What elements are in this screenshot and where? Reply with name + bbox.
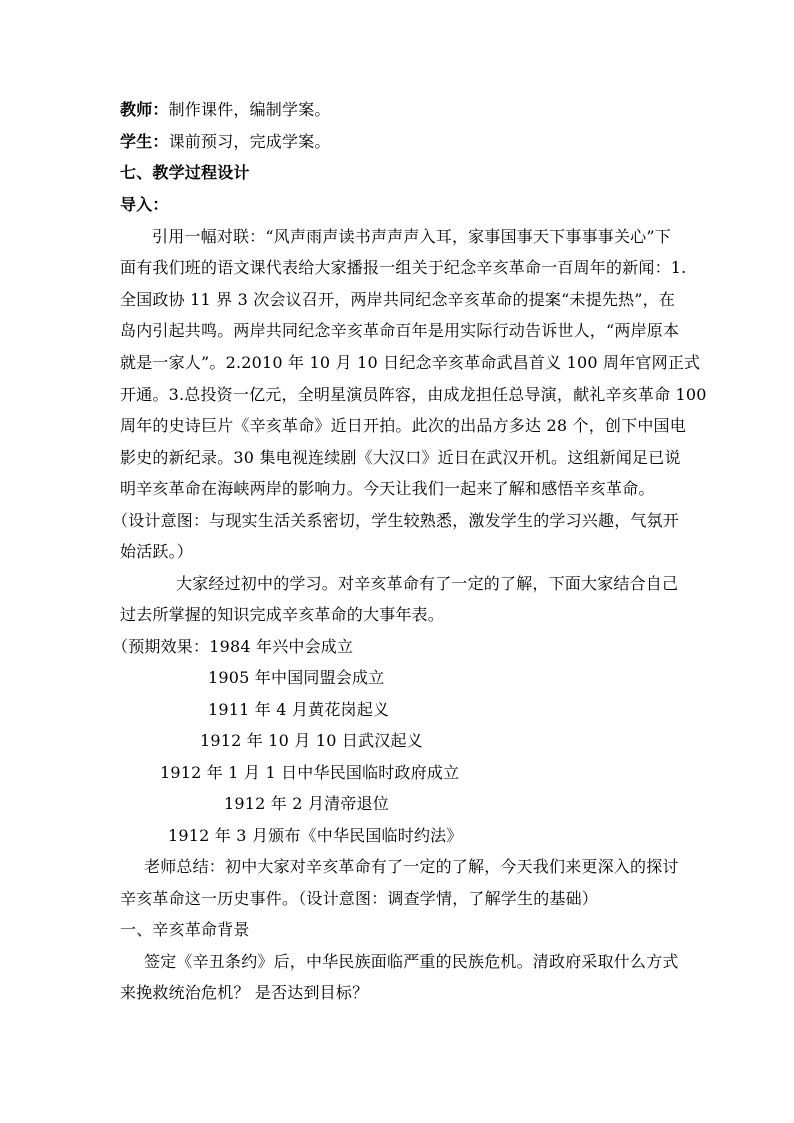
timeline-entry: 1912 年 3 月颁布《中华民国临时约法》 (168, 826, 463, 845)
paragraph-line: 引用一幅对联：“风声雨声读书声声声入耳，家事国事天下事事事关心”下 (152, 227, 671, 246)
paragraph-line: 就是一家人”。2.2010 年 10 月 10 日纪念辛亥革命武昌首义 100 周年官网正式 (120, 353, 701, 372)
section-heading: 七、教学过程设计 (120, 163, 250, 182)
paragraph-line: 老师总结：初中大家对辛亥革命有了一定的了解，今天我们来更深入的探讨 (144, 857, 679, 876)
paragraph-line: 大家经过初中的学习。对辛亥革命有了一定的了解，下面大家结合自己 (176, 574, 679, 593)
paragraph-line: 开通。3.总投资一亿元，全明星演员阵容，由成龙担任总导演，献礼辛亥革命 100 (120, 385, 707, 404)
timeline-entry: 1912 年 1 月 1 日中华民国临时政府成立 (160, 763, 460, 782)
teacher-text: 制作课件，编制学案。 (168, 100, 331, 119)
timeline-entry: （预期效果：1984 年兴中会成立 (112, 637, 354, 656)
paragraph-line: 全国政协 11 界 3 次会议召开，两岸共同纪念辛亥革命的提案“未提先热”，在 (120, 290, 676, 309)
teacher-line (120, 100, 331, 120)
paragraph-line: 签定《辛丑条约》后，中华民族面临严重的民族危机。清政府采取什么方式 (144, 952, 679, 971)
design-intent-line: 始活跃。） (120, 542, 194, 561)
intro-heading: 导入： (120, 195, 169, 214)
subsection-heading: 一、辛亥革命背景 (120, 920, 250, 939)
paragraph-line: 面有我们班的语文课代表给大家播报一组关于纪念辛亥革命一百周年的新闻：1. (120, 258, 687, 277)
student-line (120, 132, 331, 152)
timeline-entry: 1905 年中国同盟会成立 (208, 668, 385, 687)
timeline-entry: 1911 年 4 月黄花岗起义 (208, 700, 390, 719)
paragraph-line: 周年的史诗巨片《辛亥革命》近日开拍。此次的出品方多达 28 个，创下中国电 (120, 416, 686, 435)
paragraph-line: 来挽救统治危机？ 是否达到目标？ (120, 983, 369, 1002)
timeline-entry: 1912 年 2 月清帝退位 (224, 794, 389, 813)
paragraph-line: 岛内引起共鸣。两岸共同纪念辛亥革命百年是用实际行动告诉世人，“两岸原本 (120, 321, 680, 340)
timeline-entry: 1912 年 10 月 10 日武汉起义 (200, 731, 423, 750)
student-label: 学生： (120, 132, 169, 151)
design-intent-line: （设计意图：与现实生活关系密切，学生较熟悉，激发学生的学习兴趣，气氛开 (112, 511, 680, 530)
paragraph-line: 影史的新纪录。30 集电视连续剧《大汉口》近日在武汉开机。这组新闻足已说 (120, 448, 681, 467)
paragraph-line: 明辛亥革命在海峡两岸的影响力。今天让我们一起来了解和感悟辛亥革命。 (120, 479, 655, 498)
paragraph-line: 过去所掌握的知识完成辛亥革命的大事年表。 (120, 605, 445, 624)
student-text: 课前预习，完成学案。 (168, 132, 331, 151)
teacher-label: 教师： (120, 100, 169, 119)
paragraph-line: 辛亥革命这一历史事件。（设计意图：调查学情，了解学生的基础） (120, 889, 599, 908)
